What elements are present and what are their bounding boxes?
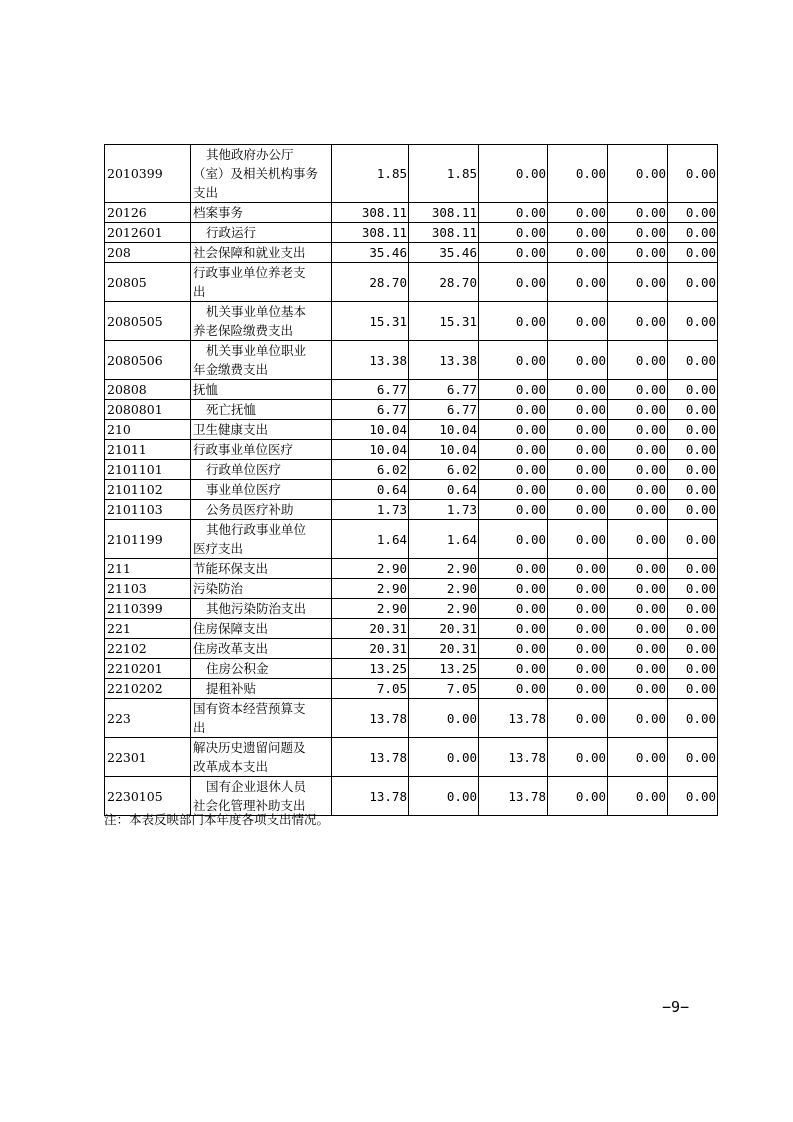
row-value: 0.00 <box>548 440 608 460</box>
table-row <box>105 440 718 460</box>
row-value: 0.00 <box>668 223 718 243</box>
row-code: 2110399 <box>105 599 191 619</box>
row-value: 0.00 <box>608 480 668 500</box>
row-value: 0.00 <box>668 302 718 341</box>
row-value: 0.00 <box>548 400 608 420</box>
row-value: 2.90 <box>409 599 479 619</box>
row-value: 13.78 <box>332 738 409 777</box>
row-value: 10.04 <box>332 420 409 440</box>
row-name-line: 卫生健康支出 <box>193 422 269 437</box>
row-value: 0.00 <box>548 203 608 223</box>
row-value: 0.64 <box>332 480 409 500</box>
row-code: 21011 <box>105 440 191 460</box>
row-value: 0.00 <box>479 480 548 500</box>
row-value: 1.64 <box>409 520 479 559</box>
row-value: 13.38 <box>409 341 479 380</box>
row-value: 0.00 <box>668 460 718 480</box>
row-name-line: 行政运行 <box>206 225 257 240</box>
row-code: 2210201 <box>105 659 191 679</box>
row-name <box>191 520 332 559</box>
row-code: 2012601 <box>105 223 191 243</box>
row-name <box>191 341 332 380</box>
row-value: 0.00 <box>409 699 479 738</box>
row-value: 0.00 <box>479 263 548 302</box>
row-name <box>191 699 332 738</box>
table-row <box>105 579 718 599</box>
row-value: 2.90 <box>332 599 409 619</box>
row-name-line: 社会化管理补助支出 <box>193 798 306 813</box>
row-value: 0.00 <box>608 679 668 699</box>
row-name-line: 机关事业单位职业 <box>206 343 307 358</box>
row-name-line: 行政事业单位医疗 <box>193 442 294 457</box>
row-name-line: 污染防治 <box>193 581 244 596</box>
row-value: 0.00 <box>548 341 608 380</box>
row-value: 0.00 <box>479 559 548 579</box>
row-value: 0.00 <box>668 263 718 302</box>
row-name-line: 档案事务 <box>193 205 244 220</box>
row-name-line: 解决历史遗留问题及 <box>193 740 306 755</box>
row-code: 208 <box>105 243 191 263</box>
row-value: 0.00 <box>608 400 668 420</box>
row-value: 35.46 <box>332 243 409 263</box>
row-name-line: 节能环保支出 <box>193 561 269 576</box>
row-value: 0.00 <box>479 639 548 659</box>
row-value: 0.00 <box>608 203 668 223</box>
row-value: 308.11 <box>409 203 479 223</box>
row-value: 0.00 <box>548 243 608 263</box>
table-row <box>105 520 718 559</box>
row-name <box>191 619 332 639</box>
row-value: 0.00 <box>668 699 718 738</box>
table-row <box>105 679 718 699</box>
table-row <box>105 619 718 639</box>
row-value: 0.00 <box>608 738 668 777</box>
row-value: 13.38 <box>332 341 409 380</box>
row-value: 0.00 <box>668 203 718 223</box>
row-value: 0.00 <box>668 639 718 659</box>
row-value: 0.00 <box>409 777 479 816</box>
row-value: 13.78 <box>479 699 548 738</box>
row-value: 0.00 <box>668 777 718 816</box>
row-name <box>191 679 332 699</box>
row-value: 20.31 <box>332 639 409 659</box>
row-value: 2.90 <box>332 559 409 579</box>
row-name <box>191 440 332 460</box>
row-value: 0.00 <box>548 480 608 500</box>
row-value: 28.70 <box>332 263 409 302</box>
row-value: 0.00 <box>548 263 608 302</box>
row-name <box>191 480 332 500</box>
row-value: 0.00 <box>668 599 718 619</box>
row-name-line: 住房保障支出 <box>193 621 269 636</box>
row-name <box>191 460 332 480</box>
row-name <box>191 579 332 599</box>
row-value: 0.00 <box>608 777 668 816</box>
row-value: 0.00 <box>608 659 668 679</box>
row-value: 0.00 <box>668 480 718 500</box>
row-name <box>191 659 332 679</box>
row-value: 20.31 <box>409 639 479 659</box>
row-value: 0.00 <box>608 619 668 639</box>
row-name <box>191 500 332 520</box>
row-value: 0.00 <box>548 659 608 679</box>
row-value: 0.00 <box>479 460 548 480</box>
row-name-line: 行政事业单位养老支 <box>193 265 306 280</box>
row-code: 2101101 <box>105 460 191 480</box>
row-value: 0.00 <box>668 500 718 520</box>
row-value: 0.00 <box>479 302 548 341</box>
row-name <box>191 203 332 223</box>
row-code: 221 <box>105 619 191 639</box>
row-value: 0.00 <box>548 500 608 520</box>
table-row <box>105 738 718 777</box>
row-value: 7.05 <box>409 679 479 699</box>
row-value: 0.00 <box>548 520 608 559</box>
row-value: 13.78 <box>479 777 548 816</box>
row-value: 0.00 <box>548 579 608 599</box>
row-code: 223 <box>105 699 191 738</box>
row-value: 0.00 <box>668 440 718 460</box>
row-value: 2.90 <box>332 579 409 599</box>
row-value: 0.00 <box>548 460 608 480</box>
row-value: 0.00 <box>668 380 718 400</box>
row-value: 308.11 <box>332 203 409 223</box>
row-name-line: 行政单位医疗 <box>206 462 282 477</box>
table-row <box>105 599 718 619</box>
row-value: 10.04 <box>332 440 409 460</box>
row-name-line: 社会保障和就业支出 <box>193 245 306 260</box>
row-name-line: 其他行政事业单位 <box>206 522 307 537</box>
row-value: 0.00 <box>608 263 668 302</box>
row-value: 0.00 <box>548 738 608 777</box>
row-code: 2010399 <box>105 145 191 203</box>
row-value: 0.00 <box>668 400 718 420</box>
row-value: 6.02 <box>332 460 409 480</box>
row-value: 0.00 <box>548 619 608 639</box>
table-row <box>105 203 718 223</box>
row-code: 22102 <box>105 639 191 659</box>
row-name-line: 其他污染防治支出 <box>206 601 307 616</box>
table-row <box>105 302 718 341</box>
row-name-line: 机关事业单位基本 <box>206 304 307 319</box>
row-value: 2.90 <box>409 559 479 579</box>
row-value: 0.00 <box>479 579 548 599</box>
row-value: 0.00 <box>479 520 548 559</box>
row-code: 210 <box>105 420 191 440</box>
table-row <box>105 380 718 400</box>
row-code: 2101199 <box>105 520 191 559</box>
row-value: 0.00 <box>608 223 668 243</box>
row-value: 0.00 <box>479 679 548 699</box>
table-note: 注：本表反映部门本年度各项支出情况。 <box>104 812 330 827</box>
row-value: 0.00 <box>548 777 608 816</box>
row-value: 0.00 <box>479 500 548 520</box>
row-value: 0.00 <box>608 440 668 460</box>
table-row <box>105 263 718 302</box>
row-value: 0.00 <box>608 559 668 579</box>
row-name <box>191 599 332 619</box>
row-value: 0.00 <box>479 599 548 619</box>
row-value: 0.00 <box>479 440 548 460</box>
row-value: 20.31 <box>409 619 479 639</box>
row-value: 10.04 <box>409 440 479 460</box>
row-value: 0.00 <box>608 341 668 380</box>
row-value: 0.00 <box>479 223 548 243</box>
row-value: 0.00 <box>548 420 608 440</box>
table-row <box>105 460 718 480</box>
row-value: 0.00 <box>409 738 479 777</box>
row-value: 0.00 <box>479 145 548 203</box>
row-value: 0.00 <box>608 460 668 480</box>
row-name <box>191 639 332 659</box>
row-code: 2080506 <box>105 341 191 380</box>
row-name <box>191 559 332 579</box>
row-code: 21103 <box>105 579 191 599</box>
row-name-line: 国有企业退休人员 <box>206 779 307 794</box>
row-name-line: 其他政府办公厅 <box>206 147 294 162</box>
table-row <box>105 223 718 243</box>
row-code: 22301 <box>105 738 191 777</box>
row-value: 308.11 <box>332 223 409 243</box>
row-code: 20126 <box>105 203 191 223</box>
row-name-line: 住房公积金 <box>206 661 269 676</box>
row-value: 0.00 <box>608 145 668 203</box>
row-value: 0.00 <box>668 659 718 679</box>
row-value: 28.70 <box>409 263 479 302</box>
row-value: 0.00 <box>668 341 718 380</box>
row-value: 13.78 <box>479 738 548 777</box>
row-code: 20808 <box>105 380 191 400</box>
row-value: 0.00 <box>608 380 668 400</box>
row-value: 6.77 <box>332 380 409 400</box>
row-value: 0.00 <box>668 579 718 599</box>
table-row <box>105 659 718 679</box>
row-name-line: 支出 <box>193 185 219 200</box>
row-value: 0.00 <box>668 738 718 777</box>
row-value: 0.00 <box>479 380 548 400</box>
row-value: 0.00 <box>608 500 668 520</box>
row-code: 2230105 <box>105 777 191 816</box>
table-row <box>105 341 718 380</box>
table-row <box>105 699 718 738</box>
row-value: 0.00 <box>608 302 668 341</box>
row-name-line: （室）及相关机构事务 <box>193 166 319 181</box>
row-code: 20805 <box>105 263 191 302</box>
row-value: 0.00 <box>548 599 608 619</box>
row-value: 0.00 <box>548 145 608 203</box>
row-code: 2210202 <box>105 679 191 699</box>
row-value: 0.00 <box>608 639 668 659</box>
row-value: 0.64 <box>409 480 479 500</box>
row-name-line: 死亡抚恤 <box>206 402 257 417</box>
row-value: 0.00 <box>479 400 548 420</box>
row-value: 15.31 <box>409 302 479 341</box>
row-value: 1.73 <box>332 500 409 520</box>
row-value: 0.00 <box>548 559 608 579</box>
row-value: 0.00 <box>548 679 608 699</box>
row-name-line: 住房改革支出 <box>193 641 269 656</box>
row-name <box>191 145 332 203</box>
row-value: 0.00 <box>668 520 718 559</box>
row-name-line: 公务员医疗补助 <box>206 502 294 517</box>
table-row <box>105 145 718 203</box>
row-value: 0.00 <box>668 420 718 440</box>
row-value: 0.00 <box>548 380 608 400</box>
row-value: 0.00 <box>479 659 548 679</box>
row-value: 0.00 <box>479 619 548 639</box>
row-name-line: 年金缴费支出 <box>193 362 269 377</box>
row-name <box>191 223 332 243</box>
row-value: 0.00 <box>668 559 718 579</box>
row-value: 0.00 <box>479 341 548 380</box>
row-value: 0.00 <box>548 699 608 738</box>
table-row <box>105 480 718 500</box>
row-value: 15.31 <box>332 302 409 341</box>
row-value: 35.46 <box>409 243 479 263</box>
row-name-line: 抚恤 <box>193 382 219 397</box>
row-code: 2080801 <box>105 400 191 420</box>
row-value: 0.00 <box>668 243 718 263</box>
row-name <box>191 738 332 777</box>
table-row <box>105 400 718 420</box>
row-code: 2101103 <box>105 500 191 520</box>
row-value: 0.00 <box>668 619 718 639</box>
row-name-line: 改革成本支出 <box>193 759 269 774</box>
row-value: 0.00 <box>608 699 668 738</box>
row-value: 6.77 <box>409 400 479 420</box>
row-name-line: 医疗支出 <box>193 541 244 556</box>
row-value: 0.00 <box>548 223 608 243</box>
row-name <box>191 420 332 440</box>
row-name <box>191 400 332 420</box>
row-name-line: 养老保险缴费支出 <box>193 323 294 338</box>
row-name <box>191 302 332 341</box>
row-name-line: 提租补贴 <box>206 681 257 696</box>
row-name <box>191 263 332 302</box>
row-value: 2.90 <box>409 579 479 599</box>
row-value: 13.78 <box>332 777 409 816</box>
table-row <box>105 559 718 579</box>
row-value: 13.25 <box>332 659 409 679</box>
table-row <box>105 500 718 520</box>
expenditure-table <box>104 144 718 816</box>
row-value: 0.00 <box>479 243 548 263</box>
row-value: 13.25 <box>409 659 479 679</box>
table-row <box>105 639 718 659</box>
row-value: 13.78 <box>332 699 409 738</box>
row-value: 1.73 <box>409 500 479 520</box>
page-number: −9− <box>662 998 690 1016</box>
table-row <box>105 420 718 440</box>
row-value: 0.00 <box>479 203 548 223</box>
row-value: 0.00 <box>668 145 718 203</box>
table-row <box>105 243 718 263</box>
row-value: 10.04 <box>409 420 479 440</box>
row-value: 0.00 <box>608 579 668 599</box>
row-value: 1.85 <box>332 145 409 203</box>
row-value: 6.77 <box>409 380 479 400</box>
row-name <box>191 380 332 400</box>
row-name-line: 事业单位医疗 <box>206 482 282 497</box>
row-code: 2080505 <box>105 302 191 341</box>
row-value: 7.05 <box>332 679 409 699</box>
row-code: 211 <box>105 559 191 579</box>
row-value: 6.77 <box>332 400 409 420</box>
row-value: 0.00 <box>608 420 668 440</box>
row-name-line: 出 <box>193 720 206 735</box>
row-value: 0.00 <box>608 243 668 263</box>
row-value: 20.31 <box>332 619 409 639</box>
row-value: 308.11 <box>409 223 479 243</box>
row-name <box>191 243 332 263</box>
row-value: 0.00 <box>479 420 548 440</box>
row-value: 0.00 <box>608 599 668 619</box>
row-value: 1.85 <box>409 145 479 203</box>
row-value: 6.02 <box>409 460 479 480</box>
row-value: 0.00 <box>548 639 608 659</box>
row-value: 0.00 <box>668 679 718 699</box>
row-name-line: 出 <box>193 284 206 299</box>
row-value: 1.64 <box>332 520 409 559</box>
row-name-line: 国有资本经营预算支 <box>193 701 306 716</box>
row-value: 0.00 <box>608 520 668 559</box>
row-value: 0.00 <box>548 302 608 341</box>
row-code: 2101102 <box>105 480 191 500</box>
table-body <box>105 145 718 816</box>
